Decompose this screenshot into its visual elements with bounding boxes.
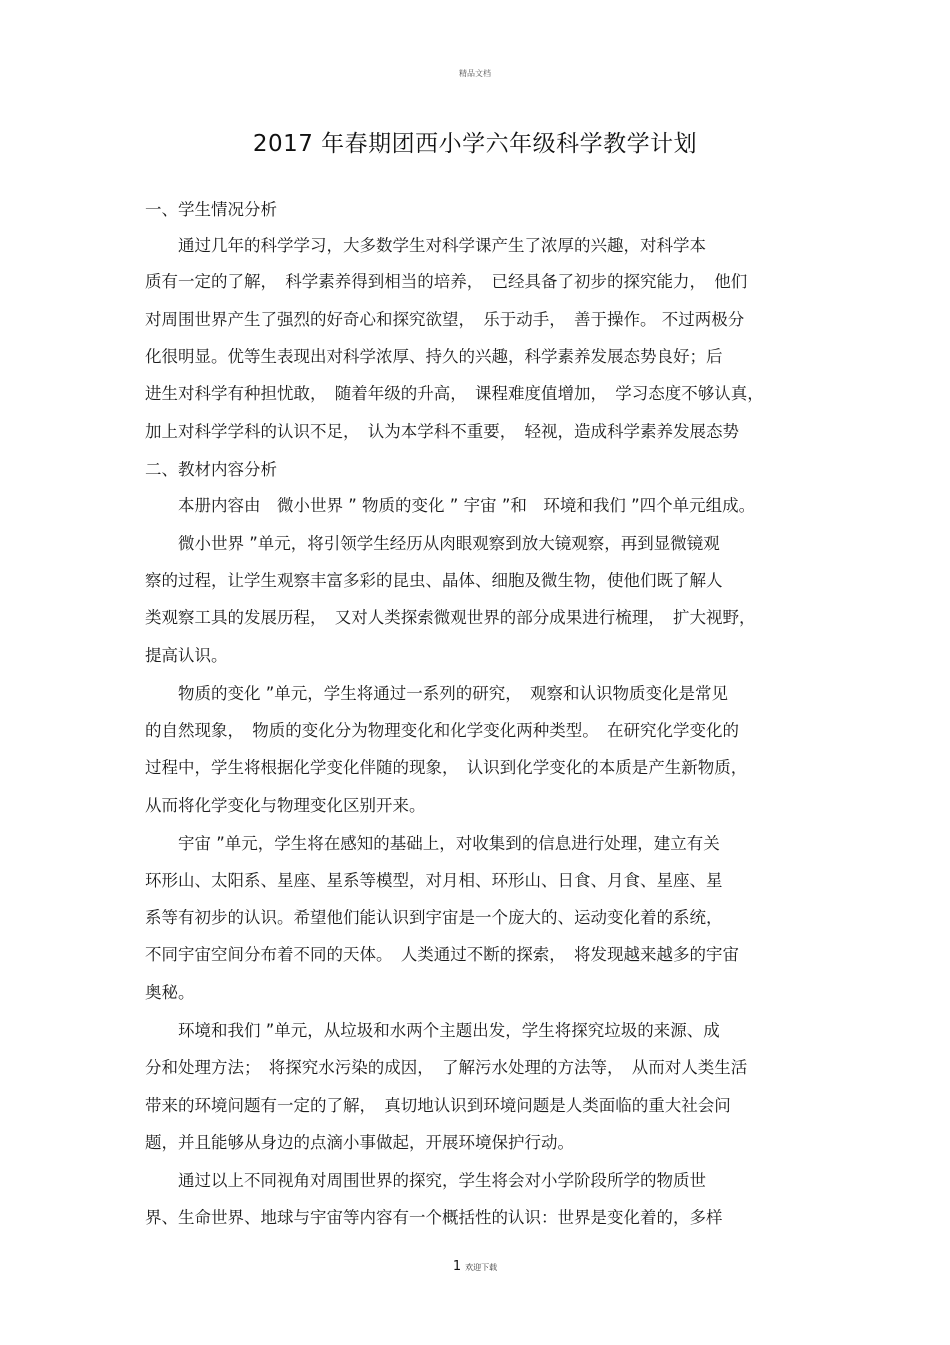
- text-line: 类观察工具的发展历程， 又对人类探索微观世界的部分成果进行梳理， 扩大视野，: [145, 608, 756, 627]
- text-line: 的自然现象， 物质的变化分为物理变化和化学变化两种类型。 在研究化学变化的: [145, 721, 739, 740]
- text-line: 环境和我们 ”单元，从垃圾和水两个主题出发，学生将探究垃圾的来源、成: [145, 1021, 720, 1040]
- text-line: 带来的环境问题有一定的了解， 真切地认识到环境问题是人类面临的重大社会问: [145, 1096, 731, 1115]
- section-heading: 二、教材内容分析: [145, 460, 277, 479]
- text-line: 奥秘。: [145, 983, 195, 1002]
- text-line: 微小世界 ”单元，将引领学生经历从肉眼观察到放大镜观察，再到显微镜观: [145, 534, 720, 553]
- text-line: 分和处理方法； 将探究水污染的成因， 了解污水处理的方法等， 从而对人类生活: [145, 1058, 748, 1077]
- page-number: 1: [452, 1259, 462, 1274]
- section-heading: 一、学生情况分析: [145, 200, 277, 219]
- text-line: 过程中，学生将根据化学变化伴随的现象， 认识到化学变化的本质是产生新物质，: [145, 758, 748, 777]
- text-line: 系等有初步的认识。希望他们能认识到宇宙是一个庞大的、运动变化着的系统，: [145, 908, 723, 927]
- text-line: 本册内容由 微小世界 ” 物质的变化 ” 宇宙 ”和 环境和我们 ”四个单元组成。: [145, 496, 756, 515]
- header-note: 精品文档: [459, 69, 491, 78]
- text-line: 宇宙 ”单元，学生将在感知的基础上，对收集到的信息进行处理，建立有关: [145, 834, 720, 853]
- text-line: 化很明显。优等生表现出对科学浓厚、持久的兴趣，科学素养发展态势良好；后: [145, 347, 723, 366]
- text-line: 不同宇宙空间分布着不同的天体。 人类通过不断的探索， 将发现越来越多的宇宙: [145, 945, 739, 964]
- text-line: 通过以上不同视角对周围世界的探究，学生将会对小学阶段所学的物质世: [145, 1171, 706, 1190]
- text-line: 质有一定的了解， 科学素养得到相当的培养， 已经具备了初步的探究能力， 他们: [145, 272, 748, 291]
- page-footer: [0, 1259, 950, 1274]
- text-line: 提高认识。: [145, 646, 228, 665]
- footer-text: 欢迎下载: [465, 1263, 498, 1272]
- text-line: 加上对科学学科的认识不足， 认为本学科不重要， 轻视，造成科学素养发展态势: [145, 422, 739, 441]
- text-line: 通过几年的科学学习，大多数学生对科学课产生了浓厚的兴趣，对科学本: [145, 236, 706, 255]
- text-line: 题，并且能够从身边的点滴小事做起，开展环境保护行动。: [145, 1133, 574, 1152]
- text-line: 察的过程，让学生观察丰富多彩的昆虫、晶体、细胞及微生物，使他们既了解人: [145, 571, 723, 590]
- text-line: 环形山、太阳系、星座、星系等模型，对月相、环形山、日食、月食、星座、星: [145, 871, 723, 890]
- text-line: 界、生命世界、地球与宇宙等内容有一个概括性的认识：世界是变化着的，多样: [145, 1208, 723, 1227]
- text-line: 物质的变化 ”单元，学生将通过一系列的研究， 观察和认识物质变化是常见: [145, 684, 729, 703]
- document-title: 2017 年春期团西小学六年级科学教学计划: [252, 131, 698, 157]
- text-line: 对周围世界产生了强烈的好奇心和探究欲望， 乐于动手， 善于操作。 不过两极分: [145, 310, 745, 329]
- text-line: 进生对科学有种担忧敢， 随着年级的升高， 课程难度值增加， 学习态度不够认真，: [145, 384, 764, 403]
- text-line: 从而将化学变化与物理变化区别开来。: [145, 796, 426, 815]
